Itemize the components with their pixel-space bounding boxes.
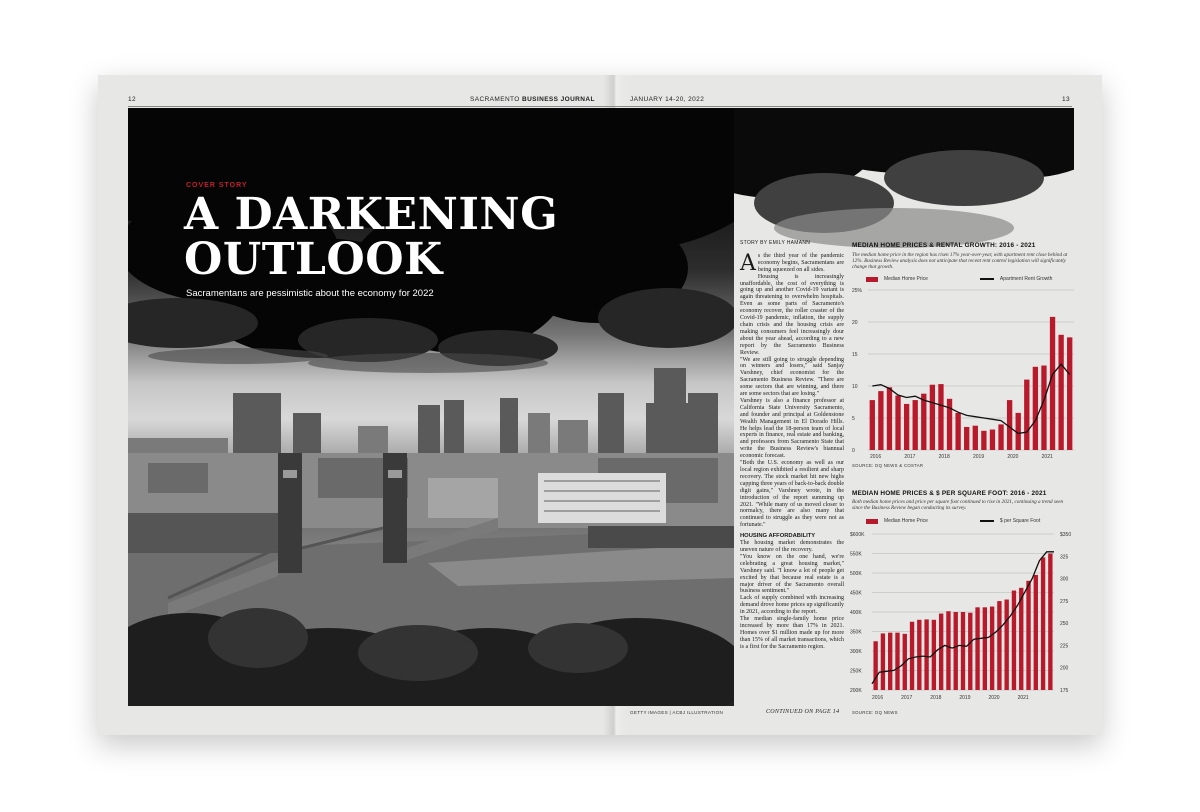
x-tick-label: 2018 [938, 454, 950, 460]
legend-swatch-bar [866, 519, 878, 524]
bar [1024, 380, 1029, 450]
bar [910, 622, 914, 690]
legend-label: Median Home Price [884, 276, 928, 282]
article-paragraph: The median single-family home price increased by more than 17% in 2021. Homes over $1 million made up for more than 15% of all market transactions, which is a first for the Sacramento region. [740, 616, 844, 650]
header-rule [128, 106, 1072, 107]
y-tick-label: 5 [852, 416, 855, 422]
article-body [740, 240, 844, 651]
y-tick-label: 200K [850, 688, 862, 694]
bar [873, 641, 877, 690]
legend-swatch-line [980, 520, 994, 522]
y-tick-label: 25% [852, 288, 863, 294]
chart1-legend [866, 276, 1052, 282]
bar [921, 394, 926, 450]
bar [1004, 600, 1008, 690]
y2-tick-label: $350 [1060, 532, 1072, 538]
bar [913, 400, 918, 450]
bar [975, 607, 979, 690]
x-tick-label: 2020 [988, 695, 1000, 701]
bar [961, 612, 965, 690]
chart2-subtitle: Both median home prices and price per square foot continued to rise in 2021, continuing a trend seen since the Business Review began conducting its survey. [852, 499, 1064, 511]
bar [1034, 575, 1038, 690]
x-tick-label: 2019 [959, 695, 971, 701]
bar [983, 607, 987, 690]
x-tick-label: 2020 [1007, 454, 1019, 460]
bar [946, 611, 950, 690]
bar [1067, 337, 1072, 450]
chart2-title: MEDIAN HOME PRICES & $ PER SQUARE FOOT: 2016 - 2021 [852, 490, 1047, 497]
y2-tick-label: 200 [1060, 665, 1069, 672]
y-tick-label: 300K [850, 649, 862, 655]
x-tick-label: 2016 [870, 454, 882, 460]
chart1-title: MEDIAN HOME PRICES & RENTAL GROWTH: 2016 - 2021 [852, 242, 1036, 249]
y-tick-label: 250K [850, 668, 862, 675]
y-tick-label: 15 [852, 352, 858, 358]
article-paragraph: "We are still going to struggle depending on winners and losers," said Sanjay Varshney, chief economist for the Sacramento Business Review. "There are some sectors that are winning, and there are some sectors that are losing." [740, 356, 844, 398]
bar [887, 387, 892, 450]
byline: STORY BY EMILY HAMANN [740, 240, 811, 246]
legend-label: $ per Square Foot [999, 518, 1041, 524]
chart2-legend [866, 518, 1040, 524]
bar [1041, 366, 1046, 450]
bar [997, 601, 1001, 690]
y-tick-label: 500K [850, 571, 862, 577]
bar [895, 633, 899, 690]
issue-date: JANUARY 14-20, 2022 [630, 96, 705, 103]
photo-credit: GETTY IMAGES | ACBJ ILLUSTRATION [630, 710, 724, 715]
x-tick-label: 2021 [1017, 695, 1029, 701]
chart1-source: SOURCE: DQ NEWS & COSTAR [852, 463, 924, 468]
y2-tick-label: 275 [1060, 598, 1069, 605]
section-subhead: HOUSING AFFORDABILITY [740, 533, 816, 540]
bar [968, 613, 972, 690]
bar [939, 614, 943, 690]
bar [881, 633, 885, 690]
bar [954, 612, 958, 690]
x-tick-label: 2017 [904, 454, 916, 460]
bar [878, 391, 883, 450]
bar [1041, 557, 1045, 690]
drop-cap: A [740, 250, 756, 276]
series-line [872, 364, 1069, 433]
chart1-subtitle: The median home price in the region has risen 17% year-over-year, with apartment rent close behind at 12%. Business Review analysis does not anticipate that recent rent control legislation will significantly change that growth. [852, 252, 1068, 270]
bar [938, 384, 943, 450]
y2-tick-label: 325 [1060, 554, 1069, 561]
chart2-plot [850, 528, 1078, 708]
article-paragraph: "Both the U.S. economy as well as our local region exhibited a resilient and sharp recovery. The stock market hit new highs capping three years of back-to-back double digit gains," Varshney wrote, in the introduction of the report summing up 2021. "While many of us moved closer to normalcy, there are also many that continued to struggle as they were not as fortunate." [740, 460, 844, 529]
x-tick-label: 2018 [930, 695, 942, 701]
y-tick-label: 0 [852, 448, 855, 454]
bar [947, 399, 952, 450]
bar [1033, 367, 1038, 450]
bar [930, 385, 935, 450]
bar [1058, 335, 1063, 450]
bar [1048, 554, 1052, 691]
y-tick-label: 550K [850, 551, 862, 558]
chart1-plot [850, 284, 1078, 460]
publication-name: SACRAMENTO BUSINESS JOURNAL [470, 96, 595, 103]
article-paragraph: Lack of supply combined with increasing demand drove home prices up significantly in 2021, according to the report. [740, 595, 844, 616]
y2-tick-label: 300 [1060, 576, 1069, 583]
article-paragraph: "You know on the one hand, we're celebrating a great housing market," Varshney said. "I know a lot of people get excited by that because real estate is a major driver of the Sacramento overall business sentiment." [740, 553, 844, 595]
article-paragraph: As the third year of the pandemic economy begins, Sacramentans are being squeezed on all sides. [740, 250, 844, 276]
cover-story-kicker: COVER STORY [186, 182, 248, 189]
y2-tick-label: 225 [1060, 643, 1069, 650]
chart2-source: SOURCE: DQ NEWS [852, 710, 898, 715]
article-paragraph: Housing is increasingly unaffordable, the cost of everything is going up and another Covid-19 variant is again threatening to overwhelm hospitals. Even as some parts of Sacramento's economy recover, the roller coaster of the Covid-19 pandemic, inflation, the supply chain crisis and the housing crisis are making consumers feel increasingly dour about the year ahead, according to a new report by the Sacramento Business Review. [740, 273, 844, 356]
dek: Sacramentans are pessimistic about the economy for 2022 [186, 288, 434, 299]
bar [888, 633, 892, 690]
headline: A DARKENING OUTLOOK [184, 189, 559, 285]
x-tick-label: 2021 [1041, 454, 1053, 460]
bar [990, 430, 995, 450]
bar [1026, 581, 1030, 690]
article-paragraph: The housing market demonstrates the uneven nature of the recovery. [740, 540, 844, 553]
y-tick-label: 10 [852, 384, 858, 390]
y-tick-label: 400K [850, 610, 862, 616]
bar [1050, 317, 1055, 450]
y-tick-label: 350K [850, 629, 862, 636]
page-number-right: 13 [1062, 96, 1071, 103]
legend-label: Apartment Rent Growth [999, 276, 1053, 282]
legend-label: Median Home Price [884, 518, 928, 524]
x-tick-label: 2019 [973, 454, 985, 460]
legend-swatch-bar [866, 277, 878, 282]
page-number-left: 12 [128, 96, 137, 103]
continued-line: CONTINUED ON PAGE 14 [766, 709, 840, 715]
y-tick-label: $600K [850, 532, 865, 538]
y2-tick-label: 175 [1060, 688, 1069, 694]
y-tick-label: 20 [852, 320, 858, 326]
bar [981, 431, 986, 450]
bar [1019, 588, 1023, 690]
bar [895, 396, 900, 450]
bar [955, 413, 960, 450]
bar [917, 620, 921, 690]
bar [990, 607, 994, 690]
bar [924, 619, 928, 690]
y-tick-label: 450K [850, 590, 862, 597]
bar [1012, 591, 1016, 690]
cloud-extension [734, 108, 1074, 258]
bar [998, 424, 1003, 450]
x-tick-label: 2017 [901, 695, 913, 701]
bar [964, 427, 969, 450]
bar [973, 426, 978, 450]
bar [870, 400, 875, 450]
article-paragraph: Varshney is also a finance professor at California State University Sacramento, and founder and principal at Goldenstone Wealth Management in El Dorado Hills. He helps lead the 18-person team of local experts in finance, real estate and banking, and professors from Sacramento State that write the Business Review's biannual economic forecast. [740, 397, 844, 460]
x-tick-label: 2016 [872, 695, 884, 701]
bar [904, 404, 909, 450]
y2-tick-label: 250 [1060, 621, 1069, 628]
legend-swatch-line [980, 278, 994, 280]
